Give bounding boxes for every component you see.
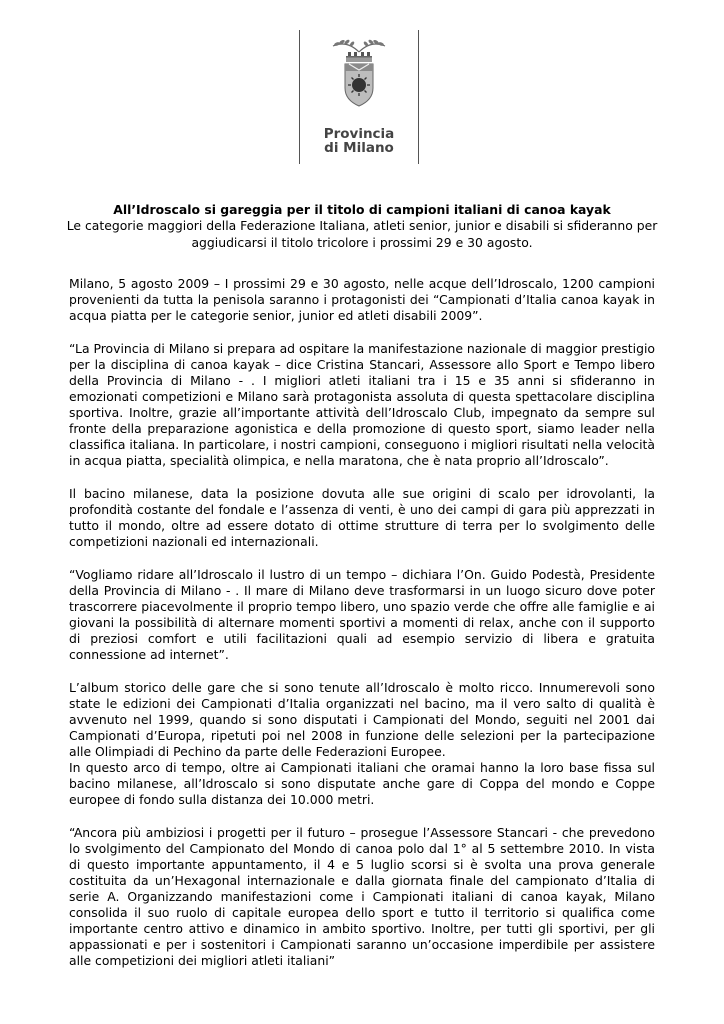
paragraph-history-continued: In questo arco di tempo, oltre ai Campionati italiani che oramai hanno la loro base fissa sul bacino milanese, all’Idroscalo si sono disputate anche gare di Coppa del mondo e Coppe europee di fondo sulla distanza dei 10.000 metri. (69, 760, 655, 808)
paragraph-stancari-quote: “La Provincia di Milano si prepara ad ospitare la manifestazione nazionale di maggior prestigio per la disciplina di canoa kayak – dice Cristina Stancari, Assessore allo Sport e Tempo libero della Provincia di Milano - . I migliori atleti italiani tra i 15 e 35 anni si sfideranno in emozionati competizioni e Milano sarà protagonista assoluta di questa spettacolare disciplina sportiva. Inoltre, grazie all’importante attività dell’Idroscalo Club, impegnato da sempre sul fronte della preparazione agonistica e della promozione di questo sport, siamo leader nella classifica italiana. In particolare, i nostri campioni, conseguono i migliori risultati nella velocità in acqua piatta, specialità olimpica, e nella maratona, che è nata proprio all’Idroscalo”. (69, 340, 655, 469)
paragraph-basin: Il bacino milanese, data la posizione dovuta alle sue origini di scalo per idrovolanti, la profondità costante del fondale e l’assenza di venti, è uno dei campi di gara più apprezzati in tutto il mondo, oltre ad essere dotato di ottime strutture di terra per lo svolgimento delle competizioni nazionali ed internazionali. (69, 485, 655, 550)
letterhead (299, 30, 419, 164)
document-subtitle: Le categorie maggiori della Federazione Italiana, atleti senior, junior e disabili si sfideranno per aggiudicarsi il titolo tricolore i prossimi 29 e 30 agosto. (66, 218, 658, 250)
org-name-line1: Provincia (323, 126, 395, 142)
paragraph-podesta-quote: “Vogliamo ridare all’Idroscalo il lustro di un tempo – dichiara l’On. Guido Podestà, Presidente della Provincia di Milano - . Il mare di Milano deve trasformarsi in un luogo sicuro dove poter trascorrere piacevolmente il proprio tempo libero, uno spazio verde che offre alle famiglie e ai giovani la possibilità di alternare momenti sportivi a momenti di relax, anche con il supporto di preziosi comfort e utili facilitazioni quali ad esempio servizio di libera e gratuita connessione ad internet”. (69, 566, 655, 663)
document-title: All’Idroscalo si gareggia per il titolo di campioni italiani di canoa kayak (113, 202, 611, 217)
paragraph-history: L’album storico delle gare che si sono tenute all’Idroscalo è molto ricco. Innumerevoli sono state le edizioni dei Campionati d’Italia organizzati nel bacino, ma il vero salto di qualità è avvenuto nel 1999, quando si sono disputati i Campionati del Mondo, seguiti nel 2001 dai Campionati d’Europa, ripetuti poi nel 2008 in funzione delle selezioni per la partecipazione alle Olimpiadi di Pechino da parte delle Federazioni Europee. (69, 679, 655, 759)
document-body (69, 276, 655, 986)
provincia-crest-logo (329, 36, 389, 116)
paragraph-future-projects: “Ancora più ambiziosi i progetti per il futuro – prosegue l’Assessore Stancari - che prevedono lo svolgimento del Campionato del Mondo di canoa polo dal 1° al 5 settembre 2010. In vista di questo importante appuntamento, il 4 e 5 luglio scorsi si è svolta una prova generale costituita da un’Hexagonal internazionale e dalla giornata finale del campionato d’Italia di serie A. Organizzando manifestazioni come i Campionati italiani di canoa kayak, Milano consolida il suo ruolo di capitale europea dello sport e tutto il territorio si qualifica come importante centro attivo e dinamico in ambito sportivo. Inoltre, per tutti gli sportivi, per gli appassionati e per i sostenitori i Campionati saranno un’occasione imperdibile per assistere alle competizioni dei migliori atleti italiani” (69, 824, 655, 969)
org-name-line2: di Milano (324, 140, 394, 156)
paragraph-intro: Milano, 5 agosto 2009 – I prossimi 29 e 30 agosto, nelle acque dell’Idroscalo, 1200 campioni provenienti da tutta la penisola saranno i protagonisti dei “Campionati d’Italia canoa kayak in acqua piatta per le categorie senior, junior ed atleti disabili 2009”. (69, 276, 655, 324)
